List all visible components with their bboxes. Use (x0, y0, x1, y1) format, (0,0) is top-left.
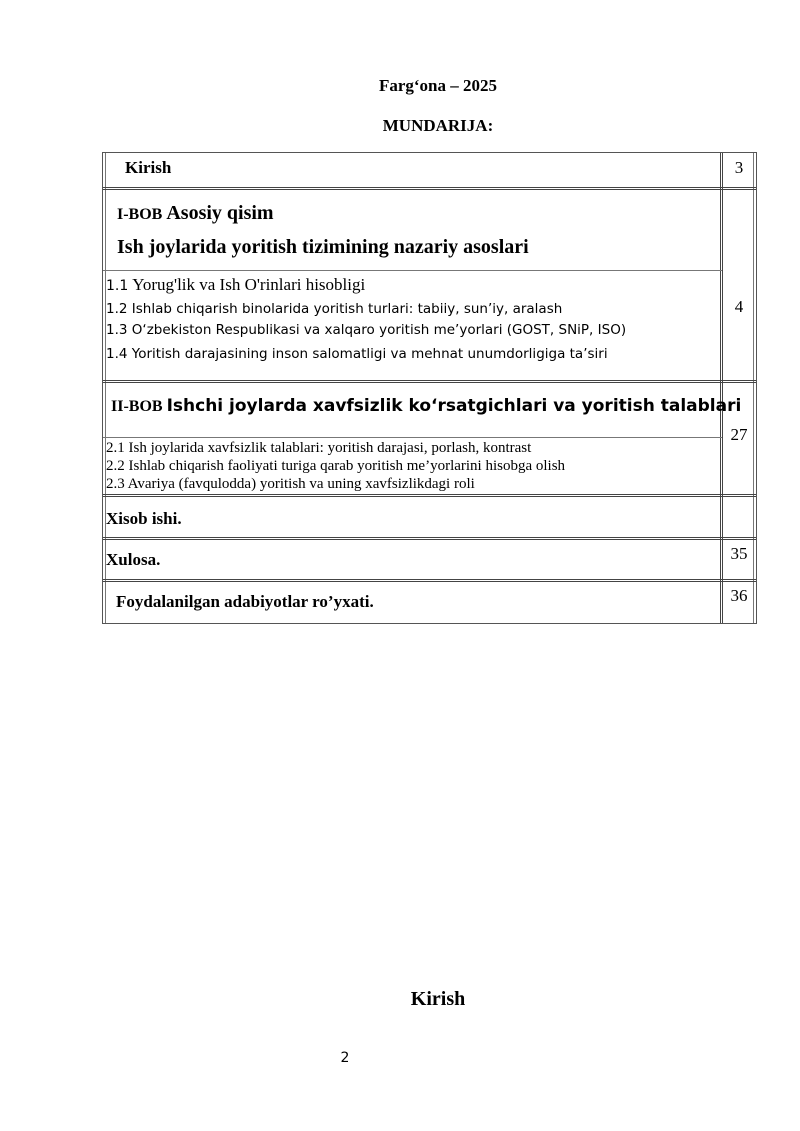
chapter2-page: 27 (730, 425, 748, 444)
next-section-heading: Kirish (410, 988, 466, 1010)
section-label: Ishlab chiqarish binolarida yoritish turlari: tabiiy, sun’iy, aralash (131, 301, 563, 317)
section-1-4 (106, 346, 608, 362)
section-number: 1.3 (106, 322, 128, 338)
page-column-divider (720, 153, 723, 623)
section-label: O‘zbekiston Respublikasi va xalqaro yoritish me’yorlari (GOST, SNiP, ISO) (131, 322, 627, 338)
chapter1-heading (117, 202, 274, 225)
toc-conclusion-label: Xulosa. (106, 550, 161, 569)
toc-references-label: Foydalanilgan adabiyotlar ro’yxati. (116, 592, 374, 611)
toc-conclusion-page: 35 (730, 544, 748, 563)
chapter1-prefix: I-BOB (117, 206, 163, 223)
chapter2-heading (111, 396, 741, 416)
page-number: 2 (340, 1050, 350, 1066)
section-number: 1.1 (106, 278, 129, 294)
section-1-1 (106, 275, 365, 295)
section-number: 1.2 (106, 301, 128, 317)
section-2-3: 2.3 Avariya (favqulodda) yoritish va uning xavfsizlikdagi roli (106, 476, 475, 492)
chapter2-title: Ishchi joylarda xavfsizlik ko‘rsatgichlari va yoritish talablari (166, 396, 742, 416)
section-number: 1.4 (106, 346, 128, 362)
section-2-1: 2.1 Ish joylarida xavfsizlik talablari: yoritish darajasi, porlash, kontrast (106, 440, 532, 456)
table-of-contents (102, 152, 757, 624)
section-2-2: 2.2 Ishlab chiqarish faoliyati turiga qarab yoritish me’yorlarini hisobga olish (106, 458, 566, 474)
section-label: Yorug'lik va Ish O'rinlari hisobligi (132, 275, 366, 294)
row-divider (103, 494, 756, 497)
chapter1-page: 4 (734, 297, 744, 316)
section-1-2 (106, 301, 562, 317)
toc-references-page: 36 (730, 586, 748, 605)
row-divider (103, 270, 722, 271)
toc-calculation-label: Xisob ishi. (106, 509, 182, 528)
toc-intro-label: Kirish (125, 158, 172, 177)
row-divider (103, 380, 756, 383)
row-divider (103, 187, 756, 190)
row-divider (103, 537, 756, 540)
chapter1-title: Asosiy qisim (166, 202, 274, 224)
row-divider (103, 579, 756, 582)
chapter2-prefix: II-BOB (111, 398, 163, 415)
toc-title: MUNDARIJA: (382, 116, 494, 135)
toc-intro-page: 3 (734, 158, 744, 177)
city-year: Farg‘ona – 2025 (378, 76, 498, 95)
section-label: Yoritish darajasining inson salomatligi va mehnat unumdorligiga ta’siri (131, 346, 608, 362)
chapter1-subtitle: Ish joylarida yoritish tizimining nazariy asoslari (117, 236, 529, 258)
row-divider (103, 437, 722, 438)
section-1-3 (106, 322, 626, 338)
